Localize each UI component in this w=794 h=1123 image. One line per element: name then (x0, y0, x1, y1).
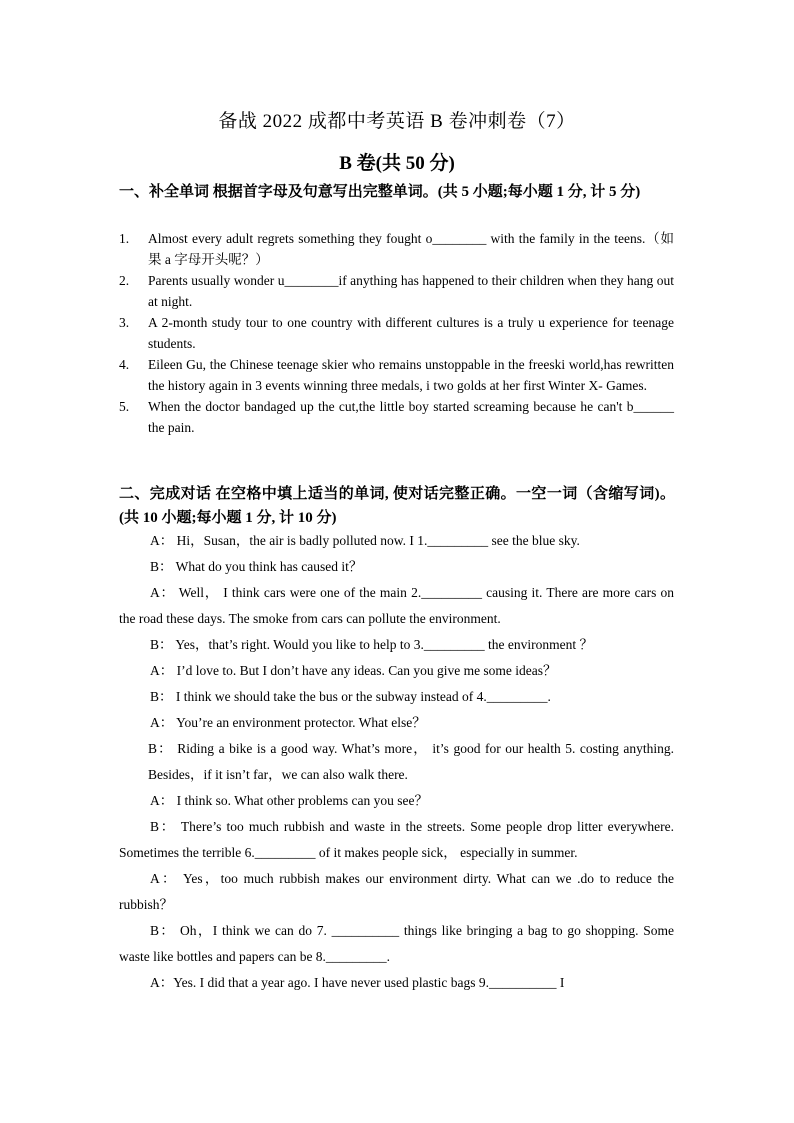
dialogue-line: B： Yes，that’s right. Would you like to help to 3._________ the environment ？ (150, 637, 594, 652)
item-text: When the doctor bandaged up the cut,the little boy started screaming because he can't b______ the pain. (148, 399, 674, 435)
dialogue-line: B： What do you think has caused it？ (150, 559, 363, 574)
item-text: A 2-month study tour to one country with different cultures is a truly u experience for teenage students. (148, 315, 674, 351)
item-text: Almost every adult regrets something they fought o________ with the family in the teens.（如果 a 字母开头呢？） (148, 231, 674, 267)
page-subtitle: B 卷(共 50 分) (339, 153, 455, 174)
item-number: 1. (119, 231, 130, 246)
list-item (119, 270, 674, 312)
dialogue-line: B： I think we should take the bus or the subway instead of 4._________. (150, 689, 551, 704)
dialogue-line: B： Oh，I think we can do 7. __________ things like bringing a bag to go shopping. Some waste like bottles and papers can be 8._________. (119, 923, 674, 964)
dialogue-line: A： I think so. What other problems can you see？ (150, 793, 428, 808)
dialogue-line: A： Yes，too much rubbish makes our environment dirty. What can we .do to reduce the rubbish？ (119, 871, 674, 912)
page-title: 备战 2022 成都中考英语 B 卷冲刺卷（7） (218, 111, 576, 132)
list-item (119, 396, 674, 438)
dialogue-line: A： I’d love to. But I don’t have any ideas. Can you give me some ideas？ (150, 663, 557, 678)
item-text: Eileen Gu, the Chinese teenage skier who remains unstoppable in the freeski world,has rewritten the history again in 3 events winning three medals, i two golds at her first Winter X- Games. (148, 357, 674, 393)
dialogue-line: A： You’re an environment protector. What else？ (150, 715, 426, 730)
dialogue-line: A： Well， I think cars were one of the main 2._________ causing it. There are more cars on the road these days. The smoke from cars can pollute the environment. (119, 585, 674, 626)
item-number: 2. (119, 273, 130, 288)
dialogue-line: B： There’s too much rubbish and waste in the streets. Some people drop litter everywhere. Sometimes the terrible 6._________ of it makes people sick， especially in summer. (119, 819, 674, 860)
dialogue-line: A： Hi，Susan，the air is badly polluted now. I 1._________ see the blue sky. (150, 533, 580, 548)
list-item (119, 228, 674, 270)
dialogue (119, 528, 674, 996)
item-number: 4. (119, 357, 130, 372)
dialogue-line: B： Riding a bike is a good way. What’s more， it’s good for our health 5. costing anything. Besides，if it isn’t far，we can also walk there. (148, 741, 674, 782)
section-1-list (119, 228, 674, 438)
section-2-heading: 二、完成对话 在空格中填上适当的单词, 使对话完整正确。一空一词（含缩写词)。(共 10 小题;每小题 1 分, 计 10 分) (119, 486, 675, 526)
section-1-heading: 一、补全单词 根据首字母及句意写出完整单词。(共 5 小题;每小题 1 分, 计 5 分) (119, 184, 641, 200)
item-number: 3. (119, 315, 130, 330)
list-item (119, 354, 674, 396)
list-item (119, 312, 674, 354)
item-number: 5. (119, 399, 130, 414)
item-text: Parents usually wonder u________if anything has happened to their children when they hang out at night. (148, 273, 674, 309)
dialogue-line: A：Yes. I did that a year ago. I have never used plastic bags 9.__________ I (150, 975, 565, 990)
